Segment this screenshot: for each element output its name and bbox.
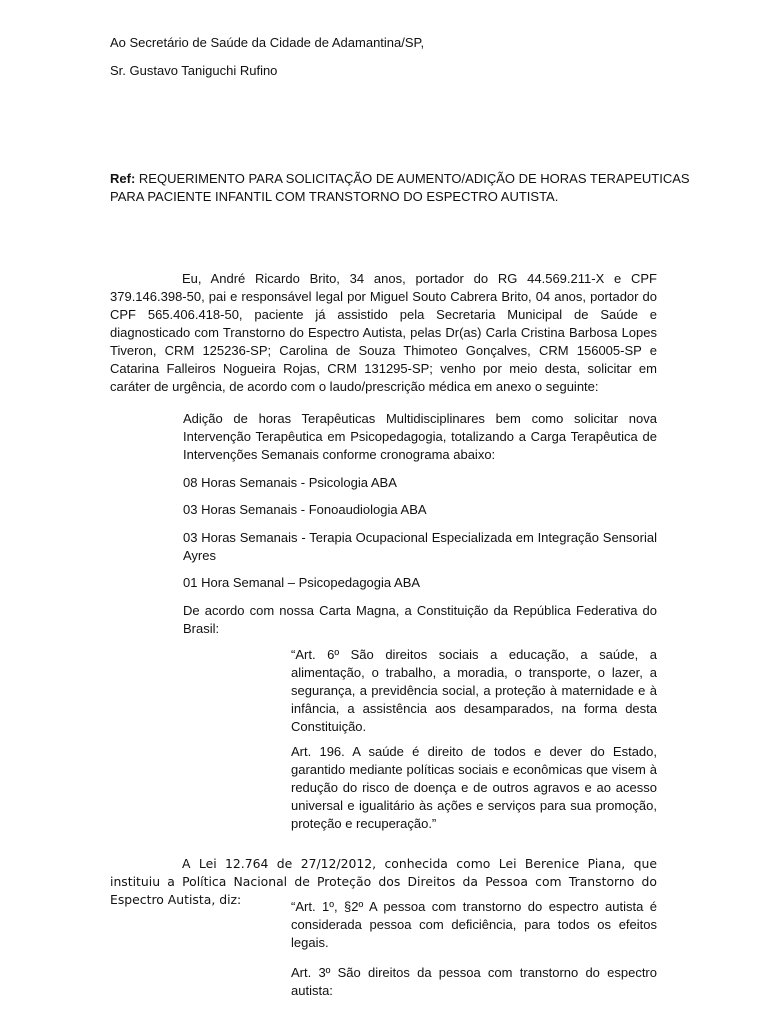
schedule-item-psicologia: 08 Horas Semanais - Psicologia ABA [183,475,397,490]
reference-line-1 [110,170,690,188]
quote-art196: Art. 196. A saúde é direito de todos e dever do Estado, garantido mediante políticas sociais e econômicas que visem à redução do risco de doença e de outros agravos e ao acesso universal e igualitário às ações e serviços para sua promoção, proteção e recuperação.” [291,744,657,831]
reference-label: Ref: [110,171,136,186]
schedule-item-fonoaudiologia: 03 Horas Semanais - Fonoaudiologia ABA [183,502,427,517]
constitution-intro: De acordo com nossa Carta Magna, a Constituição da República Federativa do Brasil: [183,603,657,636]
quote-art3: Art. 3º São direitos da pessoa com transtorno do espectro autista: [291,965,657,998]
intro-paragraph: Eu, André Ricardo Brito, 34 anos, portador do RG 44.569.211-X e CPF 379.146.398-50, pai e responsável legal por Miguel Souto Cabrera Brito, 04 anos, portador do CPF 565.406.418-50, paciente já assistido pela Secretaria Municipal de Saúde e diagnosticado com Transtorno do Espectro Autista, pelas Dr(as) Carla Cristina Barbosa Lopes Tiveron, CRM 125236-SP; Carolina de Souza Thimoteo Gonçalves, CRM 156005-SP e Catarina Falleiros Nogueira Rojas, CRM 131295-SP; venho por meio desta, solicitar em caráter de urgência, de acordo com o laudo/prescrição médica em anexo o seguinte: [110,271,657,394]
request-paragraph: Adição de horas Terapêuticas Multidisciplinares bem como solicitar nova Intervenção Terapêutica em Psicopedagogia, totalizando a Carga Terapêutica de Intervenções Semanais conforme cronograma abaixo: [183,411,657,462]
recipient-name: Sr. Gustavo Taniguchi Rufino [110,63,278,78]
recipient-line: Ao Secretário de Saúde da Cidade de Adamantina/SP, [110,35,425,50]
reference-text-1: REQUERIMENTO PARA SOLICITAÇÃO DE AUMENTO/ADIÇÃO DE HORAS TERAPEUTICAS [135,171,690,186]
law-paragraph: A Lei 12.764 de 27/12/2012, conhecida como Lei Berenice Piana, que instituiu a Política Nacional de Proteção dos Direitos da Pessoa com Transtorno do Espectro Autista, diz: [110,856,657,907]
schedule-item-psicopedagogia: 01 Hora Semanal – Psicopedagogia ABA [183,575,421,590]
quote-art6: “Art. 6º São direitos sociais a educação, a saúde, a alimentação, o trabalho, a moradia, o transporte, o lazer, a segurança, a previdência social, a proteção à maternidade e à infância, a assistência aos desamparados, na forma desta Constituição. [291,647,657,734]
quote-art1: “Art. 1º, §2º A pessoa com transtorno do espectro autista é considerada pessoa com deficiência, para todos os efeitos legais. [291,899,657,950]
schedule-item-terapia-ocupacional: 03 Horas Semanais - Terapia Ocupacional Especializada em Integração Sensorial Ayres [183,530,657,563]
reference-line-2: PARA PACIENTE INFANTIL COM TRANSTORNO DO ESPECTRO AUTISTA. [110,189,559,204]
